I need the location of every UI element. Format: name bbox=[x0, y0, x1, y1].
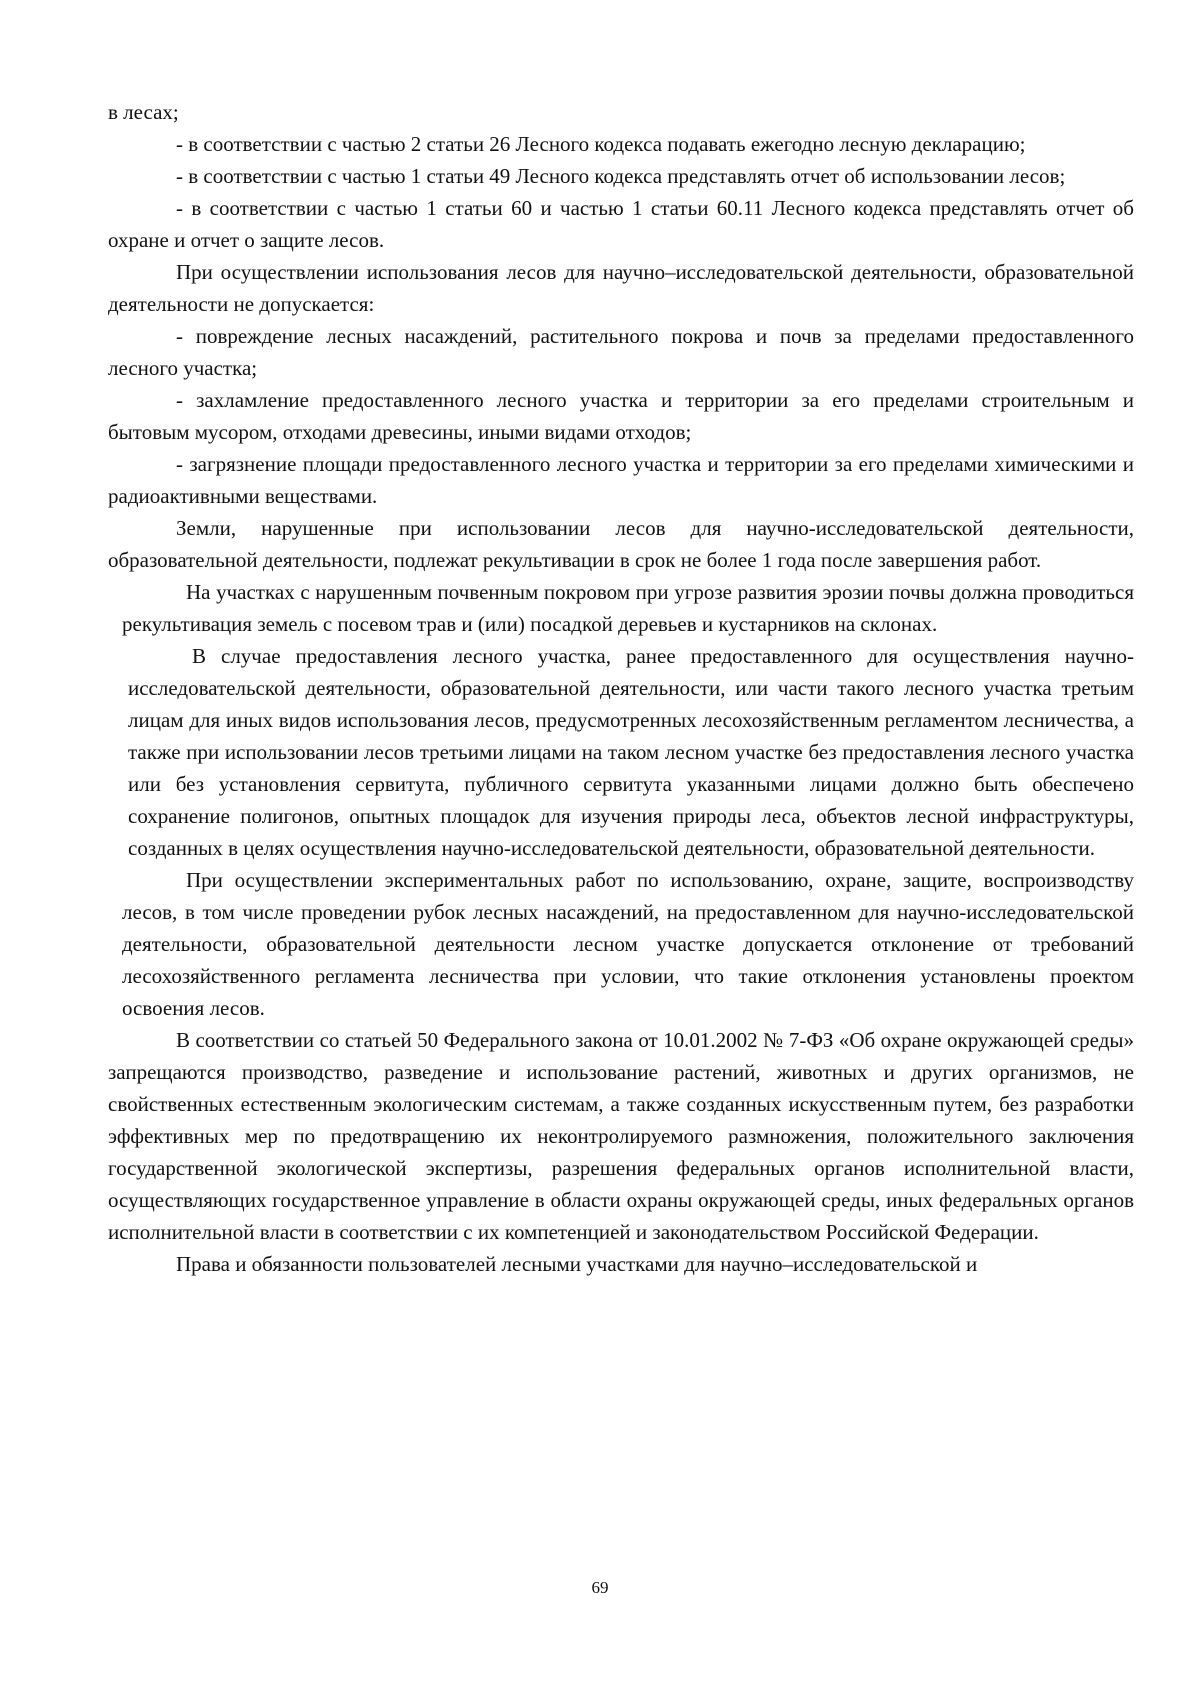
document-page bbox=[108, 96, 1134, 1280]
paragraph-erosion: На участках с нарушенным почвенным покровом при угрозе развития эрозии почвы должна проводиться рекультивация земель с посевом трав и (или) посадкой деревьев и кустарников на склонах. bbox=[122, 580, 1134, 636]
page-number: 69 bbox=[591, 1578, 609, 1597]
paragraph-third-parties: В случае предоставления лесного участка, ранее предоставленного для осуществления научно-исследовательской деятельности, образовательной деятельности, или части такого лесного участка третьим лицам для иных видов использования лесов, предусмотренных лесохозяйственным регламентом лесничества, а также при использовании лесов третьими лицами на таком лесном участке без предоставления лесного участка или без установления сервитута, публичного сервитута указанными лицами должно быть обеспечено сохранение полигонов, опытных площадок для изучения природы леса, объектов лесной инфраструктуры, созданных в целях осуществления научно-исследовательской деятельности, образовательной деятельности. bbox=[128, 644, 1134, 860]
list-item-protection-report: - в соответствии с частью 1 статьи 60 и частью 1 статьи 60.11 Лесного кодекса представлять отчет об охране и отчет о защите лесов. bbox=[108, 196, 1134, 252]
paragraph-not-allowed: При осуществлении использования лесов для научно–исследовательской деятельности, образовательной деятельности не допускается: bbox=[108, 260, 1134, 316]
paragraph-federal-law: В соответствии со статьей 50 Федерального закона от 10.01.2002 № 7-ФЗ «Об охране окружающей среды» запрещаются производство, разведение и использование растений, животных и других организмов, не свойственных естественным экологическим системам, а также созданных искусственным путем, без разработки эффективных мер по предотвращению их неконтролируемого размножения, положительного заключения государственной экологической экспертизы, разрешения федеральных органов исполнительной власти, осуществляющих государственное управление в области охраны окружающей среды, иных федеральных органов исполнительной власти в соответствии с их компетенцией и законодательством Российской Федерации. bbox=[108, 1028, 1134, 1244]
list-item-forest-declaration: - в соответствии с частью 2 статьи 26 Лесного кодекса подавать ежегодно лесную декларацию; bbox=[176, 132, 1026, 156]
list-item-littering: - захламление предоставленного лесного участка и территории за его пределами строительным и бытовым мусором, отходами древесины, иными видами отходов; bbox=[108, 388, 1134, 444]
paragraph-continuation: в лесах; bbox=[108, 100, 179, 124]
paragraph-rights-duties: Права и обязанности пользователей лесными участками для научно–исследовательской и bbox=[176, 1252, 978, 1276]
paragraph-recultivation: Земли, нарушенные при использовании лесов для научно-исследовательской деятельности, образовательной деятельности, подлежат рекультивации в срок не более 1 года после завершения работ. bbox=[108, 516, 1134, 572]
list-item-usage-report: - в соответствии с частью 1 статьи 49 Лесного кодекса представлять отчет об использовании лесов; bbox=[176, 164, 1066, 188]
paragraph-experimental-works: При осуществлении экспериментальных работ по использованию, охране, защите, воспроизводству лесов, в том числе проведении рубок лесных насаждений, на предоставленном для научно-исследовательской деятельности, образовательной деятельности лесном участке допускается отклонение от требований лесохозяйственного регламента лесничества при условии, что такие отклонения установлены проектом освоения лесов. bbox=[122, 868, 1134, 1020]
list-item-pollution: - загрязнение площади предоставленного лесного участка и территории за его пределами химическими и радиоактивными веществами. bbox=[108, 452, 1134, 508]
list-item-damage: - повреждение лесных насаждений, растительного покрова и почв за пределами предоставленного лесного участка; bbox=[108, 324, 1134, 380]
